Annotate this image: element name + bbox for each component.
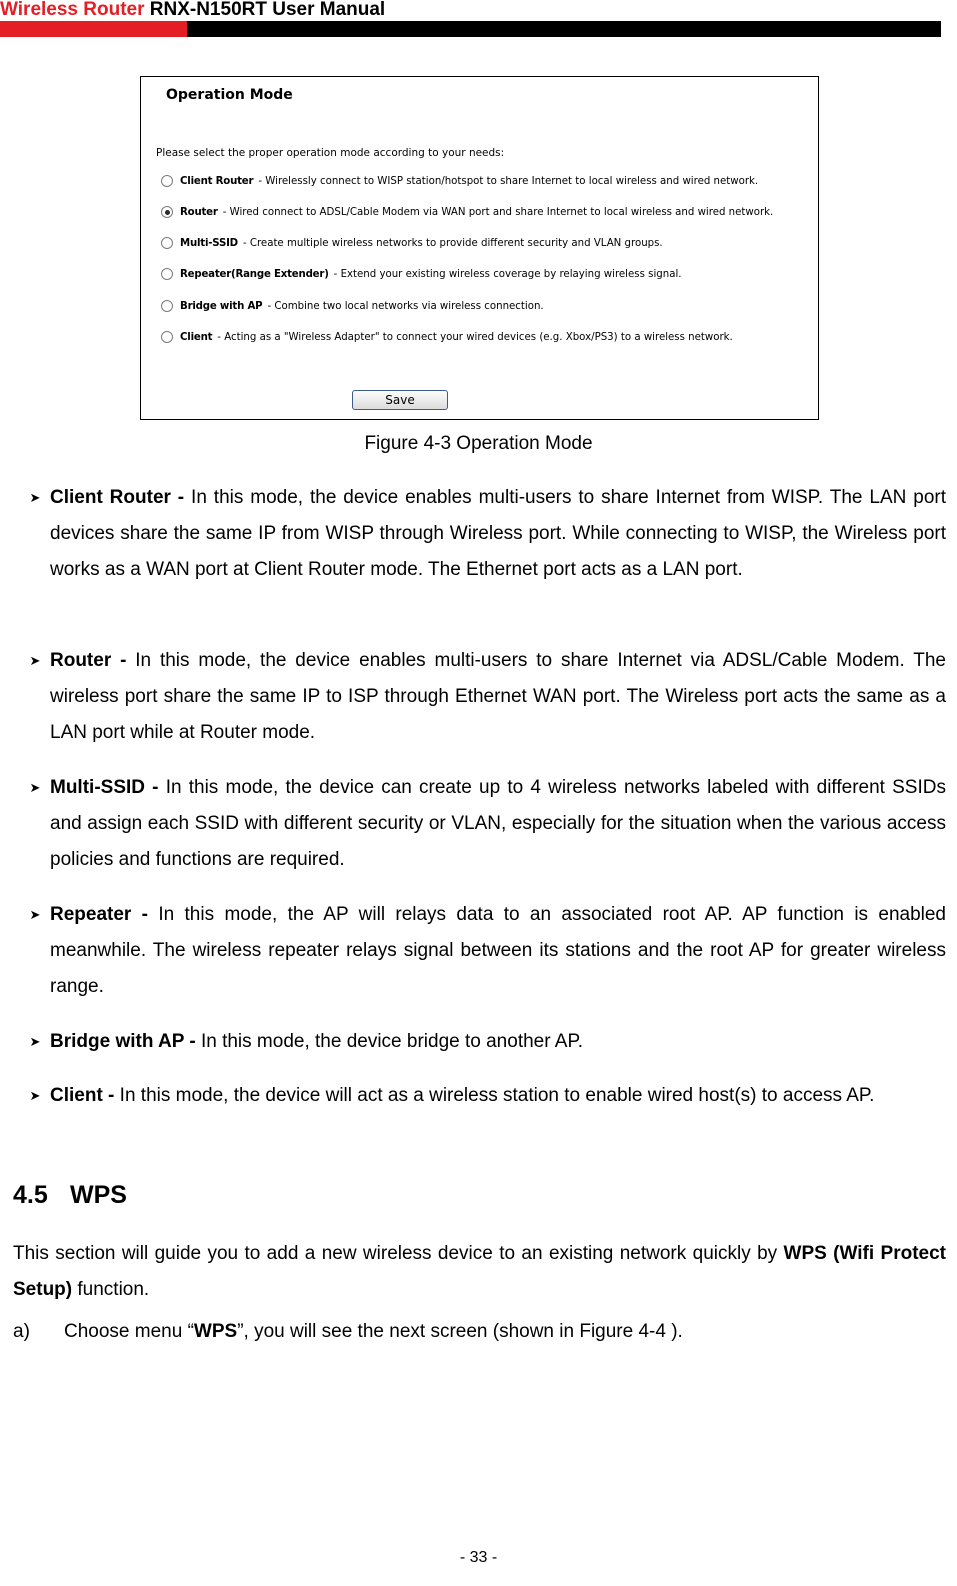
option-description: - Create multiple wireless networks to provide different security and VLAN groups. [242, 237, 663, 249]
step-label: a) [13, 1321, 30, 1342]
step-text-end: ”, you will see the next screen (shown in Figure 4-4 ). [237, 1321, 683, 1342]
radio-router[interactable] [161, 206, 173, 218]
option-name: Client Router [180, 175, 254, 187]
bullet-text: In this mode, the device can create up to 4 wireless networks labeled with different SSIDs and assign each SSID with different security or VLAN, especially for the situation when the various access policies and functions are required. [50, 777, 946, 870]
radio-client-router[interactable] [161, 175, 173, 187]
section-number: 4.5 [13, 1181, 48, 1209]
bullet-multi-ssid [28, 770, 946, 878]
operation-mode-prompt: Please select the proper operation mode according to your needs: [156, 147, 505, 159]
option-description: - Extend your existing wireless coverage by relaying wireless signal. [333, 268, 682, 280]
radio-bridge-with-ap[interactable] [161, 300, 173, 312]
bullet-text: In this mode, the device bridge to another AP. [200, 1031, 583, 1052]
option-description: - Combine two local networks via wireless connection. [267, 300, 544, 312]
arrow-bullet-icon: ➤ [29, 653, 41, 668]
section-heading [13, 1177, 127, 1213]
radio-multi-ssid[interactable] [161, 237, 173, 249]
bullet-term: Bridge with AP - [50, 1031, 201, 1052]
option-name: Repeater(Range Extender) [180, 268, 329, 280]
operation-mode-heading: Operation Mode [166, 87, 293, 103]
option-repeater[interactable] [161, 266, 682, 282]
radio-repeater[interactable] [161, 268, 173, 280]
option-multi-ssid[interactable] [161, 235, 663, 251]
option-client-router[interactable] [161, 173, 758, 189]
page-number: - 33 - [459, 1549, 498, 1566]
bullet-text: In this mode, the device enables multi-users to share Internet from WISP. The LAN port devices share the same IP from WISP through Wireless port. While connecting to WISP, the Wireless port works as a WAN port at Client Router mode. The Ethernet port acts as a LAN port. [50, 487, 946, 580]
save-button[interactable]: Save [352, 390, 448, 410]
option-bridge-with-ap[interactable] [161, 298, 544, 314]
section-intro [13, 1236, 946, 1308]
manual-title-model: RNX-N150RT User Manual [149, 0, 386, 20]
arrow-bullet-icon: ➤ [29, 490, 41, 505]
arrow-bullet-icon: ➤ [29, 780, 41, 795]
step-bold-text: WPS [193, 1321, 238, 1342]
section-title: WPS [70, 1181, 127, 1209]
header-bar-accent [0, 21, 187, 37]
manual-title [0, 0, 385, 20]
option-name: Bridge with AP [180, 300, 263, 312]
arrow-bullet-icon: ➤ [29, 907, 41, 922]
arrow-bullet-icon: ➤ [29, 1088, 41, 1103]
bullet-term: Repeater - [50, 904, 159, 925]
figure-caption: Figure 4-3 Operation Mode [364, 433, 593, 454]
manual-title-product: Wireless Router [0, 0, 150, 20]
step-a [13, 1314, 683, 1350]
option-name: Client [180, 331, 213, 343]
bullet-bridge-with-ap [28, 1024, 946, 1060]
option-name: Multi-SSID [180, 237, 238, 249]
option-description: - Wirelessly connect to WISP station/hotspot to share Internet to local wireless and wired network. [258, 175, 759, 187]
option-description: - Wired connect to ADSL/Cable Modem via WAN port and share Internet to local wireless and wired network. [222, 206, 774, 218]
step-text: Choose menu “ [64, 1321, 194, 1342]
bullet-term: Router - [50, 650, 136, 671]
option-description: - Acting as a "Wireless Adapter" to connect your wired devices (e.g. Xbox/PS3) to a wireless network. [217, 331, 733, 343]
bullet-client-router [28, 480, 946, 588]
header-bar [0, 21, 941, 37]
bullet-client [28, 1078, 946, 1114]
intro-text: This section will guide you to add a new wireless device to an existing network quickly by [13, 1243, 784, 1264]
bullet-term: Client Router - [50, 487, 192, 508]
option-name: Router [180, 206, 218, 218]
bullet-text: In this mode, the device enables multi-users to share Internet via ADSL/Cable Modem. The wireless port share the same IP to ISP through Ethernet WAN port. The Wireless port acts the same as a LAN port while at Router mode. [50, 650, 946, 743]
bullet-router [28, 643, 946, 751]
radio-client[interactable] [161, 331, 173, 343]
option-router[interactable] [161, 204, 773, 220]
intro-bold-text: WPS (Wifi Protect Setup) [13, 1243, 946, 1300]
operation-mode-screenshot [140, 76, 819, 420]
option-client[interactable] [161, 329, 733, 345]
bullet-text: In this mode, the device will act as a wireless station to enable wired host(s) to access AP. [119, 1085, 875, 1106]
intro-text-end: function. [72, 1279, 150, 1300]
arrow-bullet-icon: ➤ [29, 1034, 41, 1049]
bullet-text: In this mode, the AP will relays data to an associated root AP. AP function is enabled meanwhile. The wireless repeater relays signal between its stations and the root AP for greater wireless range. [50, 904, 947, 997]
bullet-term: Multi-SSID - [50, 777, 166, 798]
bullet-term: Client - [50, 1085, 120, 1106]
bullet-repeater [28, 897, 946, 1005]
